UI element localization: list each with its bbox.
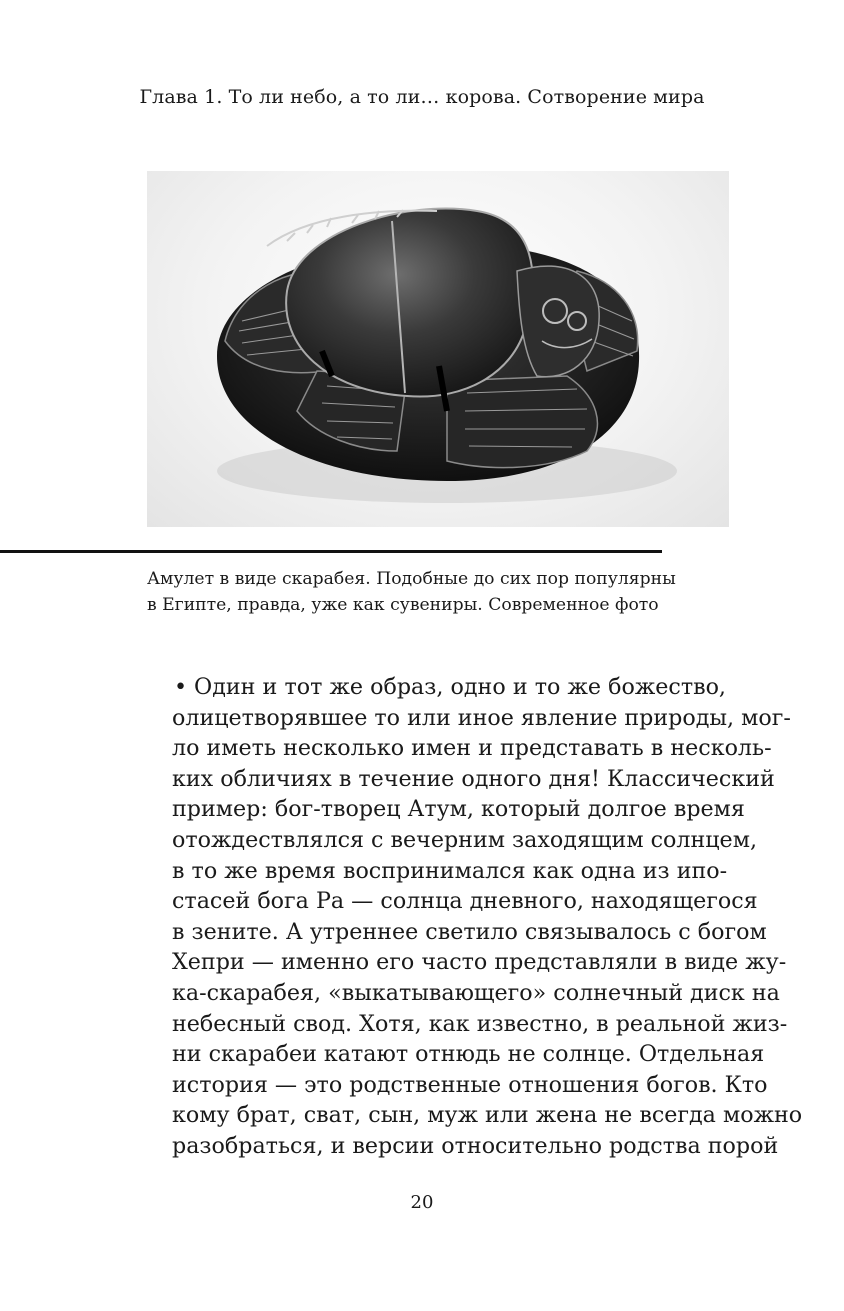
- body-line: кому брат, сват, сын, муж или жена не всегда можно: [172, 1102, 803, 1129]
- body-line: история — это родственные отношения богов. Кто: [172, 1071, 768, 1098]
- body-line: в зените. А утреннее светило связывалось с богом: [172, 918, 767, 945]
- caption-rule: [0, 550, 662, 553]
- body-line: в то же время воспринимался как одна из ипо-: [172, 857, 728, 884]
- scarab-amulet-photo: [147, 171, 729, 527]
- body-line: отождествлялся с вечерним заходящим солнцем,: [172, 826, 758, 853]
- body-line: небесный свод. Хотя, как известно, в реальной жиз-: [172, 1010, 788, 1037]
- body-line: разобраться, и версии относительно родства порой: [172, 1132, 779, 1159]
- body-paragraph: [172, 672, 803, 1162]
- body-line: пример: бог-творец Атум, который долгое время: [172, 796, 745, 823]
- page-number: 20: [410, 1192, 434, 1213]
- figure-caption: [147, 566, 687, 618]
- running-head: Глава 1. То ли небо, а то ли… корова. Сотворение мира: [139, 86, 705, 108]
- body-line: ка-скарабея, «выкатывающего» солнечный диск на: [172, 979, 780, 1006]
- body-line: стасей бога Ра — солнца дневного, находящегося: [172, 888, 758, 915]
- caption-line: в Египте, правда, уже как сувениры. Современное фото: [147, 595, 659, 615]
- body-line: ни скарабеи катают отнюдь не солнце. Отдельная: [172, 1041, 765, 1068]
- body-line: ло иметь несколько имен и представать в несколь-: [172, 735, 772, 762]
- body-line: Хепри — именно его часто представляли в виде жу-: [172, 949, 787, 976]
- caption-line: Амулет в виде скарабея. Подобные до сих пор популярны: [147, 569, 676, 589]
- bullet-marker: •: [174, 674, 188, 700]
- body-line: олицетворявшее то или иное явление природы, мог-: [172, 704, 791, 731]
- body-line-text: Один и тот же образ, одно и то же божество,: [194, 674, 726, 700]
- body-line: [172, 672, 726, 703]
- body-line: ких обличиях в течение одного дня! Классический: [172, 765, 775, 792]
- scarab-illustration: [147, 171, 729, 527]
